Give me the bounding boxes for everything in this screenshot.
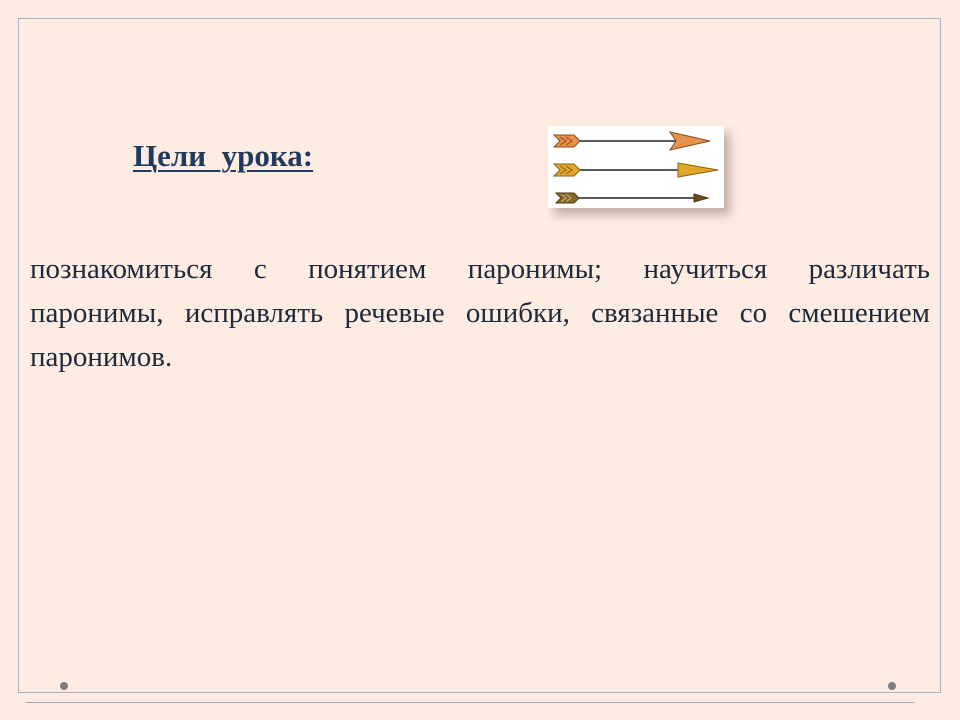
slide-title: Цели урока: [133,138,314,173]
bottom-left-dot [60,682,68,690]
arrow-brown [556,193,708,203]
lesson-goals-text: познакомиться с понятием паронимы; научиться различать паронимы, исправлять речевые ошибки, связанные со смешением паронимов. [30,253,930,373]
bottom-divider [26,702,914,703]
three-arrows-icon [548,126,724,208]
arrow-orange [554,132,710,150]
arrow-gold [554,163,718,177]
arrows-illustration [548,126,724,208]
bottom-right-dot [888,682,896,690]
